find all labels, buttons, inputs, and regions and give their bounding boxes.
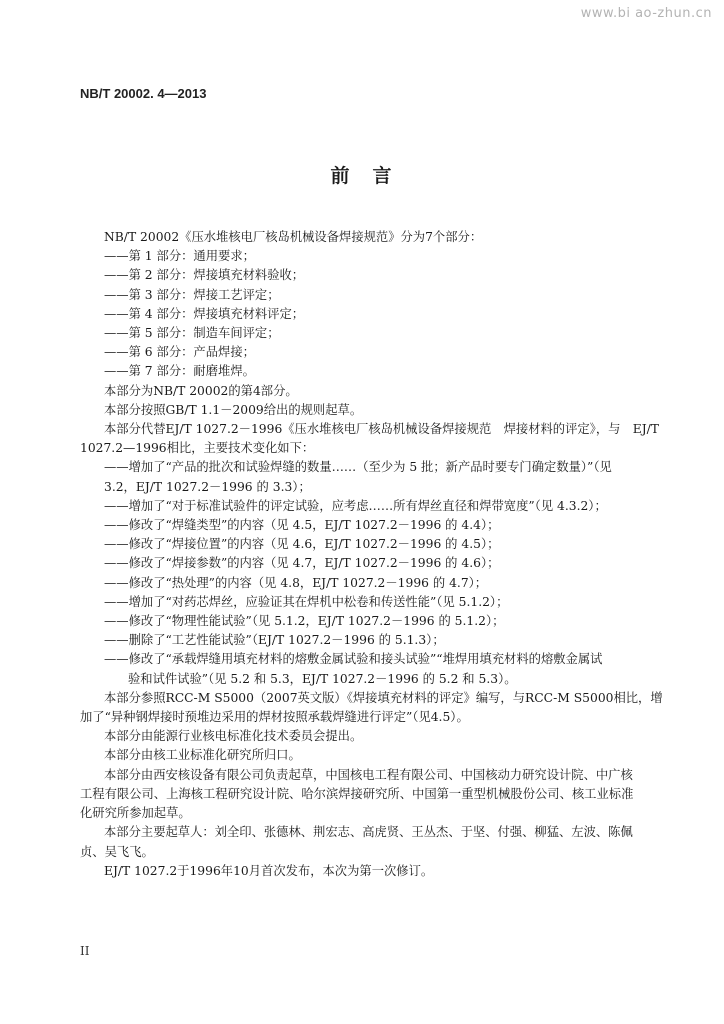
change-list-item: ——修改了“热处理”的内容（见 4.8，EJ/T 1027.2－1996 的 4.7）； bbox=[104, 575, 488, 590]
change-list-item: ——增加了“对药芯焊丝，应验证其在焊机中松卷和传送性能”（见 5.1.2）； bbox=[104, 594, 509, 609]
change-list-item: ——修改了“承载焊缝用填充材料的熔敷金属试验和接头试验”“堆焊用填充材料的熔敷金属试 bbox=[104, 652, 603, 667]
part-list-item: ——第 2 部分：焊接填充材料验收； bbox=[104, 268, 305, 283]
paragraph-line: 本部分参照RCC-M S5000（2007英文版）《焊接填充材料的评定》编写，与RCC-M S5000相比，增 bbox=[104, 690, 663, 705]
change-list-item: ——修改了“焊接位置”的内容（见 4.6，EJ/T 1027.2－1996 的 4.5）； bbox=[104, 537, 500, 552]
paragraph-line: 本部分由能源行业核电标准化技术委员会提出。 bbox=[104, 729, 363, 744]
change-list-item: ——增加了“对于标准试验件的评定试验，应考虑……所有焊丝直径和焊带宽度”（见 4.3.2）； bbox=[104, 498, 607, 513]
paragraph-line: 本部分为NB/T 20002的第4部分。 bbox=[104, 383, 298, 398]
document-code: NB/T 20002. 4—2013 bbox=[80, 86, 207, 101]
watermark-url: www.bi ao-zhun.cn bbox=[580, 6, 712, 21]
part-list-item: ——第 7 部分：耐磨堆焊。 bbox=[104, 364, 255, 379]
part-list-item: ——第 5 部分：制造车间评定； bbox=[104, 326, 280, 341]
page-title: 前 言 bbox=[330, 165, 394, 187]
paragraph-line: 化研究所参加起草。 bbox=[80, 806, 191, 821]
change-list-item-continued: 验和试件试验”（见 5.2 和 5.3，EJ/T 1027.2－1996 的 5.2 和 5.3）。 bbox=[128, 671, 517, 686]
paragraph-line: 本部分代替EJ/T 1027.2－1996《压水堆核电厂核岛机械设备焊接规范 焊接材料的评定》，与 EJ/T bbox=[104, 422, 659, 437]
change-list-item: ——删除了“工艺性能试验”（EJ/T 1027.2－1996 的 5.1.3）； bbox=[104, 633, 445, 648]
change-list-item: ——修改了“焊缝类型”的内容（见 4.5，EJ/T 1027.2－1996 的 4.4）； bbox=[104, 518, 500, 533]
paragraph-line: 本部分按照GB/T 1.1－2009给出的规则起草。 bbox=[104, 402, 363, 417]
change-list-item-continued: 3.2，EJ/T 1027.2－1996 的 3.3）； bbox=[104, 479, 311, 494]
page-number: II bbox=[80, 944, 90, 958]
part-list-item: ——第 6 部分：产品焊接； bbox=[104, 345, 255, 360]
foreword-body bbox=[80, 228, 666, 881]
part-list-item: ——第 1 部分：通用要求； bbox=[104, 249, 255, 264]
paragraph-line: 加了“异种钢焊接时预堆边采用的焊材按照承载焊缝进行评定”（见4.5）。 bbox=[80, 710, 469, 725]
paragraph-line: 本部分主要起草人：刘全印、张德林、荆宏志、高虎贤、王丛杰、于坚、付强、柳猛、左波、陈佩 bbox=[104, 825, 633, 840]
part-list-item: ——第 3 部分：焊接工艺评定； bbox=[104, 287, 280, 302]
paragraph-line: EJ/T 1027.2于1996年10月首次发布，本次为第一次修订。 bbox=[104, 863, 434, 878]
paragraph-line: 本部分由核工业标准化研究所归口。 bbox=[104, 748, 301, 763]
part-list-item: ——第 4 部分：焊接填充材料评定； bbox=[104, 306, 305, 321]
change-list-item: ——修改了“焊接参数”的内容（见 4.7，EJ/T 1027.2－1996 的 4.6）； bbox=[104, 556, 500, 571]
paragraph-line: 贞、吴飞飞。 bbox=[80, 844, 154, 859]
change-list-item: ——修改了“物理性能试验”（见 5.1.2，EJ/T 1027.2－1996 的 5.1.2）； bbox=[104, 614, 505, 629]
paragraph-line: 工程有限公司、上海核工程研究设计院、哈尔滨焊接研究所、中国第一重型机械股份公司、核工业标准 bbox=[80, 786, 634, 801]
paragraph-line: 1027.2—1996相比，主要技术变化如下： bbox=[80, 441, 315, 456]
intro-line: NB/T 20002《压水堆核电厂核岛机械设备焊接规范》分为7个部分： bbox=[104, 230, 483, 244]
change-list-item: ——增加了“产品的批次和试验焊缝的数量……（至少为 5 批；新产品时要专门确定数量）”（见 bbox=[104, 460, 612, 475]
paragraph-line: 本部分由西安核设备有限公司负责起草，中国核电工程有限公司、中国核动力研究设计院、中广核 bbox=[104, 767, 633, 782]
